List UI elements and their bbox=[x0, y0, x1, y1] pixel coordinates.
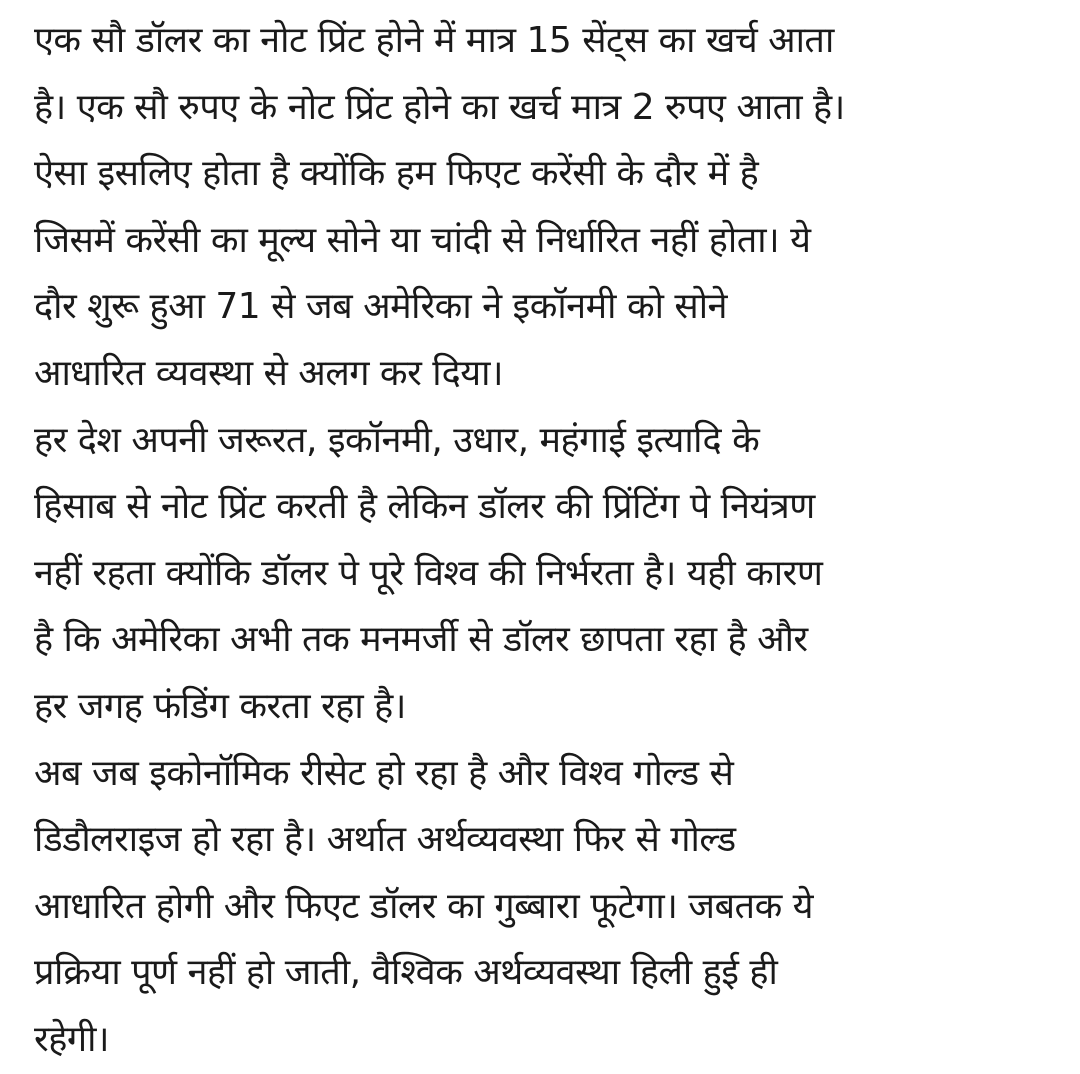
text-line: हर देश अपनी जरूरत, इकॉनमी, उधार, महंगाई इत्यादि के bbox=[34, 419, 760, 461]
text-line: हर जगह फंडिंग करता रहा है। bbox=[34, 685, 406, 727]
text-line: दौर शुरू हुआ 71 से जब अमेरिका ने इकॉनमी को सोने bbox=[34, 286, 727, 328]
text-line: हिसाब से नोट प्रिंट करती है लेकिन डॉलर की प्रिंटिंग पे नियंत्रण bbox=[34, 486, 815, 528]
text-line: है। एक सौ रुपए के नोट प्रिंट होने का खर्च मात्र 2 रुपए आता है। bbox=[34, 86, 845, 128]
paragraph-2 bbox=[34, 408, 1064, 741]
text-line: आधारित होगी और फिएट डॉलर का गुब्बारा फूटेगा। जबतक ये bbox=[34, 885, 814, 927]
text-line: नहीं रहता क्योंकि डॉलर पे पूरे विश्व की निर्भरता है। यही कारण bbox=[34, 552, 823, 594]
text-line: आधारित व्यवस्था से अलग कर दिया। bbox=[34, 352, 504, 394]
article-text bbox=[34, 8, 1064, 1074]
text-line: प्रक्रिया पूर्ण नहीं हो जाती, वैश्विक अर्थव्यवस्था हिली हुई ही bbox=[34, 952, 778, 994]
text-line: एक सौ डॉलर का नोट प्रिंट होने में मात्र 15 सेंट्स का खर्च आता bbox=[34, 20, 834, 61]
text-line: है कि अमेरिका अभी तक मनमर्जी से डॉलर छापता रहा है और bbox=[34, 619, 808, 661]
text-line: ऐसा इसलिए होता है क्योंकि हम फिएट करेंसी के दौर में है bbox=[34, 153, 759, 195]
text-line: जिसमें करेंसी का मूल्य सोने या चांदी से निर्धारित नहीं होता। ये bbox=[34, 219, 811, 261]
text-line: अब जब इकोनॉमिक रीसेट हो रहा है और विश्व गोल्ड से bbox=[34, 752, 734, 794]
text-line: रहेगी। bbox=[34, 1018, 110, 1060]
paragraph-1 bbox=[34, 8, 1064, 408]
paragraph-3 bbox=[34, 741, 1064, 1074]
text-line: डिडौलराइज हो रहा है। अर्थात अर्थव्यवस्था फिर से गोल्ड bbox=[34, 819, 736, 861]
